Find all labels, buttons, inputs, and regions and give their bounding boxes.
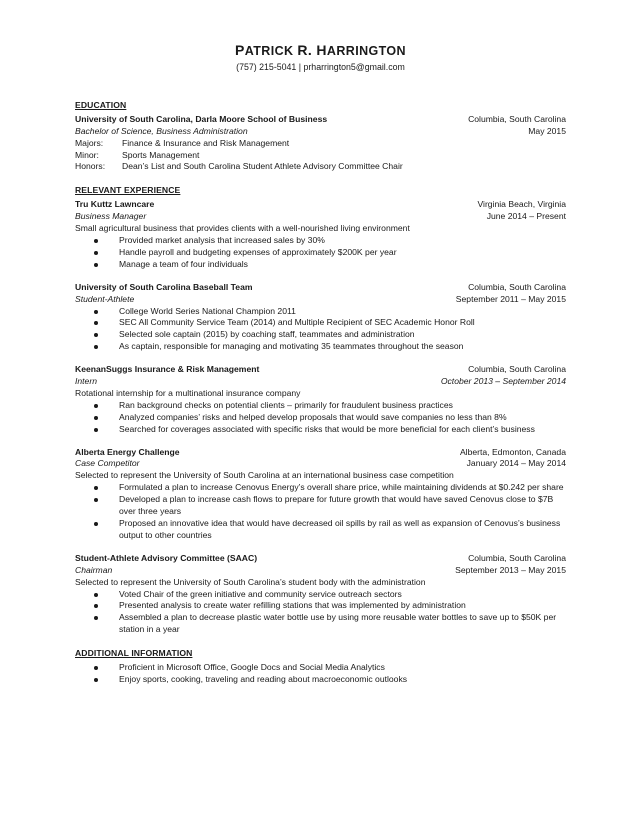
- list-item: Selected sole captain (2015) by coaching staff, teammates and administration: [75, 329, 566, 341]
- entry-summary: Selected to represent the University of South Carolina’s student body with the administration: [75, 576, 426, 587]
- list-item: Presented analysis to create water refilling stations that was implemented by administration: [75, 600, 566, 612]
- list-item: Searched for coverages associated with specific risks that would be more beneficial for each client’s business: [75, 424, 566, 436]
- entry-org-row: [75, 364, 566, 376]
- list-item: Proficient in Microsoft Office, Google Docs and Social Media Analytics: [75, 662, 566, 674]
- education-date: May 2015: [528, 125, 566, 136]
- list-item: Assembled a plan to decrease plastic water bottle use by using more reusable water bottles to save up to $50K per station in a year: [75, 612, 566, 636]
- entry-org-row: [75, 447, 566, 459]
- entry-role-row: [75, 565, 566, 577]
- education-detail-minor: [75, 150, 566, 162]
- experience-entry-usc-baseball: [75, 282, 566, 353]
- name-middle: R.: [297, 42, 317, 58]
- additional-bullets: [75, 662, 566, 686]
- entry-location: Columbia, South Carolina: [468, 281, 566, 292]
- entry-date: September 2011 – May 2015: [455, 293, 566, 304]
- entry-role-row: [75, 376, 566, 388]
- education-detail-honors: [75, 161, 566, 173]
- entry-date: June 2014 – Present: [486, 211, 566, 222]
- list-item: Proposed an innovative idea that would have decreased oil spills by rail as well as expansion of Cenovus’s business output to other countries: [75, 518, 566, 542]
- entry-role: Chairman: [75, 564, 113, 575]
- education-degree-row: [75, 126, 566, 138]
- experience-entry-tru-kuttz: [75, 199, 566, 270]
- entry-role: Intern: [75, 376, 97, 387]
- entry-org: Student-Athlete Advisory Committee (SAAC): [75, 552, 258, 563]
- entry-org-row: [75, 553, 566, 565]
- education-detail-majors: [75, 138, 566, 150]
- education-location: Columbia, South Carolina: [468, 113, 566, 124]
- list-item: Handle payroll and budgeting expenses of approximately $200K per year: [75, 247, 566, 259]
- entry-org: KeenanSuggs Insurance & Risk Management: [75, 364, 260, 375]
- entry-location: Columbia, South Carolina: [468, 364, 566, 375]
- entry-date: September 2013 – May 2015: [455, 564, 566, 575]
- education-degree: Bachelor of Science, Business Administration: [75, 125, 248, 136]
- entry-location: Virginia Beach, Virginia: [477, 199, 566, 210]
- entry-org-row: [75, 199, 566, 211]
- entry-date: October 2013 – September 2014: [440, 376, 566, 387]
- contact-line: (757) 215-5041 | prharrington5@gmail.com: [236, 62, 405, 72]
- name-first-initial: P: [235, 42, 245, 58]
- entry-role: Case Competitor: [75, 458, 140, 469]
- education-block: [75, 114, 566, 174]
- entry-bullets: [75, 589, 566, 637]
- name-last-rest: ARRINGTON: [326, 44, 406, 58]
- detail-value: Finance & Insurance and Risk Management: [122, 137, 290, 148]
- entry-role-row: [75, 294, 566, 306]
- entry-date: January 2014 – May 2014: [466, 458, 566, 469]
- entry-role: Student-Athlete: [75, 293, 135, 304]
- detail-value: Sports Management: [122, 149, 200, 160]
- entry-role-row: [75, 458, 566, 470]
- education-school-row: [75, 114, 566, 126]
- entry-org-row: [75, 282, 566, 294]
- name-last-initial: H: [316, 42, 327, 58]
- section-title-experience: RELEVANT EXPERIENCE: [75, 185, 181, 196]
- entry-bullets: [75, 235, 566, 271]
- entry-location: Alberta, Edmonton, Canada: [459, 446, 566, 457]
- list-item: College World Series National Champion 2011: [75, 306, 566, 318]
- list-item: As captain, responsible for managing and motivating 35 teammates throughout the season: [75, 341, 566, 353]
- list-item: Manage a team of four individuals: [75, 259, 566, 271]
- entry-bullets: [75, 306, 566, 354]
- entry-summary: Rotational internship for a multinational insurance company: [75, 387, 301, 398]
- section-title-additional: ADDITIONAL INFORMATION: [75, 648, 193, 659]
- detail-value: Dean’s List and South Carolina Student Athlete Advisory Committee Chair: [122, 161, 403, 172]
- list-item: SEC All Community Service Team (2014) and Multiple Recipient of SEC Academic Honor Roll: [75, 317, 566, 329]
- list-item: Developed a plan to increase cash flows to prepare for future growth that would have saved Cenovus close to $7B over three years: [75, 494, 566, 518]
- entry-bullets: [75, 482, 566, 542]
- list-item: Provided market analysis that increased sales by 30%: [75, 235, 566, 247]
- candidate-name: [75, 42, 566, 59]
- entry-org: Alberta Energy Challenge: [75, 446, 180, 457]
- detail-label: Minor:: [75, 149, 99, 160]
- experience-entry-saac: [75, 553, 566, 636]
- entry-bullets: [75, 400, 566, 436]
- entry-org: Tru Kuttz Lawncare: [75, 199, 155, 210]
- experience-entry-alberta-energy: [75, 447, 566, 542]
- entry-summary: Small agricultural business that provides clients with a well-nourished living environment: [75, 223, 410, 234]
- list-item: Formulated a plan to increase Cenovus Energy’s overall share price, while maintaining dividends at $0.242 per share: [75, 482, 566, 494]
- entry-summary: Selected to represent the University of South Carolina at an international business case competition: [75, 470, 454, 481]
- list-item: Enjoy sports, cooking, traveling and reading about macroeconomic outlooks: [75, 674, 566, 686]
- detail-label: Honors:: [75, 161, 106, 172]
- entry-role: Business Manager: [75, 211, 147, 222]
- list-item: Analyzed companies’ risks and helped develop proposals that would save companies no less than 8%: [75, 412, 566, 424]
- detail-label: Majors:: [75, 137, 104, 148]
- education-school: University of South Carolina, Darla Moore School of Business: [75, 113, 328, 124]
- entry-role-row: [75, 211, 566, 223]
- name-first-rest: ATRICK: [244, 44, 298, 58]
- experience-entry-keenansuggs: [75, 364, 566, 435]
- entry-org: University of South Carolina Baseball Team: [75, 281, 253, 292]
- section-title-education: EDUCATION: [75, 99, 127, 110]
- list-item: Ran background checks on potential clients – primarily for fraudulent business practices: [75, 400, 566, 412]
- list-item: Voted Chair of the green initiative and community service outreach sectors: [75, 589, 566, 601]
- entry-location: Columbia, South Carolina: [468, 552, 566, 563]
